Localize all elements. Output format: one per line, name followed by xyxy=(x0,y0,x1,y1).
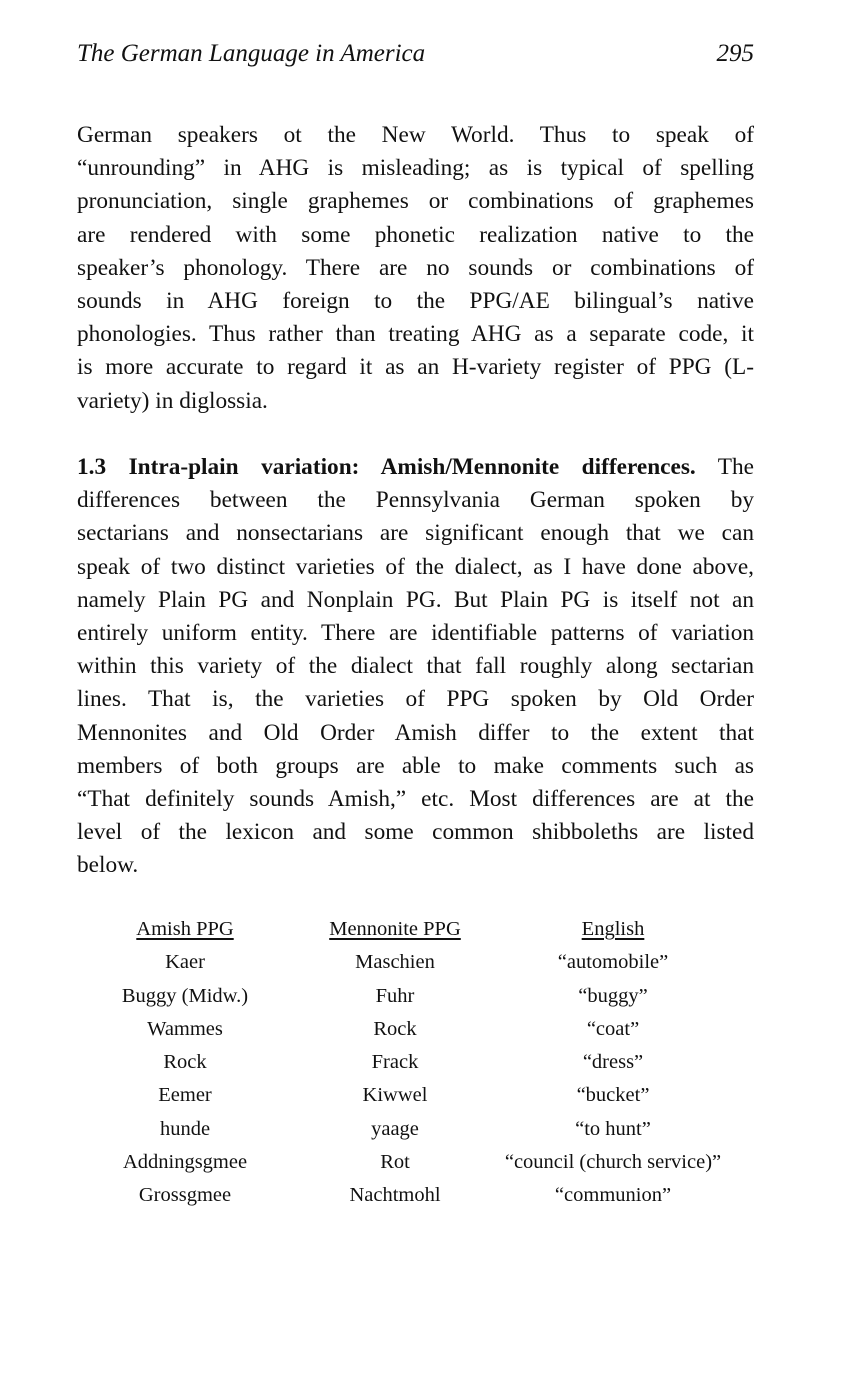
table-row xyxy=(77,1051,754,1084)
english-gloss: “communion” xyxy=(554,1184,672,1207)
paragraph-line: lines. That is, the varieties of PPG spoken by Old Order xyxy=(77,686,754,713)
section-heading: 1.3 Intra-plain variation: Amish/Mennonite differences. xyxy=(77,454,696,480)
english-gloss: “buggy” xyxy=(578,984,648,1007)
running-head-title: The German Language in America xyxy=(77,40,426,67)
mennonite-term: Kiwwel xyxy=(362,1084,428,1107)
mennonite-term: Rock xyxy=(373,1017,417,1040)
paragraph-line: within this variety of the dialect that fall roughly along sectarian xyxy=(77,653,754,680)
paragraph-2 xyxy=(77,451,754,882)
paragraph-line-rest: The xyxy=(695,454,754,480)
paragraph-line: Mennonites and Old Order Amish differ to the extent that xyxy=(77,719,754,746)
paragraph-line: are rendered with some phonetic realization native to the xyxy=(77,221,754,248)
paragraph-first-line xyxy=(77,451,754,484)
paragraph-line: speak of two distinct varieties of the dialect, as I have done above, xyxy=(77,553,754,580)
english-gloss: “coat” xyxy=(586,1017,640,1040)
english-gloss: “dress” xyxy=(582,1051,644,1074)
paragraph-1 xyxy=(77,119,754,418)
paragraph-line: sounds in AHG foreign to the PPG/AE bilingual’s native xyxy=(77,287,754,314)
table-row xyxy=(77,1018,754,1051)
paragraph-line: variety) in diglossia. xyxy=(77,387,268,414)
amish-term: Wammes xyxy=(147,1017,223,1040)
amish-term: Eemer xyxy=(158,1084,212,1107)
mennonite-term: Rot xyxy=(380,1151,410,1174)
amish-term: Rock xyxy=(163,1051,207,1074)
lexicon-table xyxy=(77,918,754,1218)
running-head xyxy=(77,40,754,76)
amish-term: Addningsgmee xyxy=(122,1151,248,1174)
paragraph-line: sectarians and nonsectarians are significant enough that we can xyxy=(77,520,754,547)
column-header-amish: Amish PPG xyxy=(136,918,234,940)
table-row xyxy=(77,1151,754,1184)
page-number: 295 xyxy=(716,40,754,67)
paragraph-line: phonologies. Thus rather than treating AHG as a separate code, it xyxy=(77,321,754,348)
column-header-english: English xyxy=(581,918,645,940)
paragraph-line: entirely uniform entity. There are identifiable patterns of variation xyxy=(77,619,754,646)
table-row xyxy=(77,1118,754,1151)
amish-term: hunde xyxy=(159,1117,211,1140)
amish-term: Kaer xyxy=(165,951,205,974)
paragraph-line: German speakers ot the New World. Thus to speak of xyxy=(77,122,754,148)
paragraph-line: members of both groups are able to make comments such as xyxy=(77,752,754,779)
table-header-row xyxy=(77,918,754,951)
mennonite-term: Maschien xyxy=(355,951,435,974)
paragraph-line: pronunciation, single graphemes or combinations of graphemes xyxy=(77,188,754,215)
mennonite-term: yaage xyxy=(371,1117,419,1140)
paragraph-line: level of the lexicon and some common shibboleths are listed xyxy=(77,819,754,846)
english-gloss: “automobile” xyxy=(557,951,669,974)
english-gloss: “to hunt” xyxy=(575,1117,651,1140)
mennonite-term: Nachtmohl xyxy=(349,1184,441,1207)
mennonite-term: Frack xyxy=(371,1051,419,1074)
table-row xyxy=(77,1084,754,1117)
amish-term: Buggy (Midw.) xyxy=(121,984,249,1007)
paragraph-line: is more accurate to regard it as an H-variety register of PPG (L- xyxy=(77,354,754,381)
english-gloss: “council (church service)” xyxy=(504,1151,722,1174)
paragraph-line: “That definitely sounds Amish,” etc. Most differences are at the xyxy=(77,785,754,812)
mennonite-term: Fuhr xyxy=(375,984,415,1007)
paragraph-line: namely Plain PG and Nonplain PG. But Plain PG is itself not an xyxy=(77,586,754,613)
amish-term: Grossgmee xyxy=(138,1184,232,1207)
column-header-mennonite: Mennonite PPG xyxy=(329,918,461,940)
paragraph-line: differences between the Pennsylvania German spoken by xyxy=(77,487,754,514)
paragraph-line: below. xyxy=(77,852,139,879)
paragraph-line: speaker’s phonology. There are no sounds or combinations of xyxy=(77,254,754,281)
table-row xyxy=(77,1184,754,1217)
table-row xyxy=(77,985,754,1018)
table-row xyxy=(77,951,754,984)
paragraph-line: “unrounding” in AHG is misleading; as is typical of spelling xyxy=(77,155,754,182)
english-gloss: “bucket” xyxy=(576,1084,650,1107)
